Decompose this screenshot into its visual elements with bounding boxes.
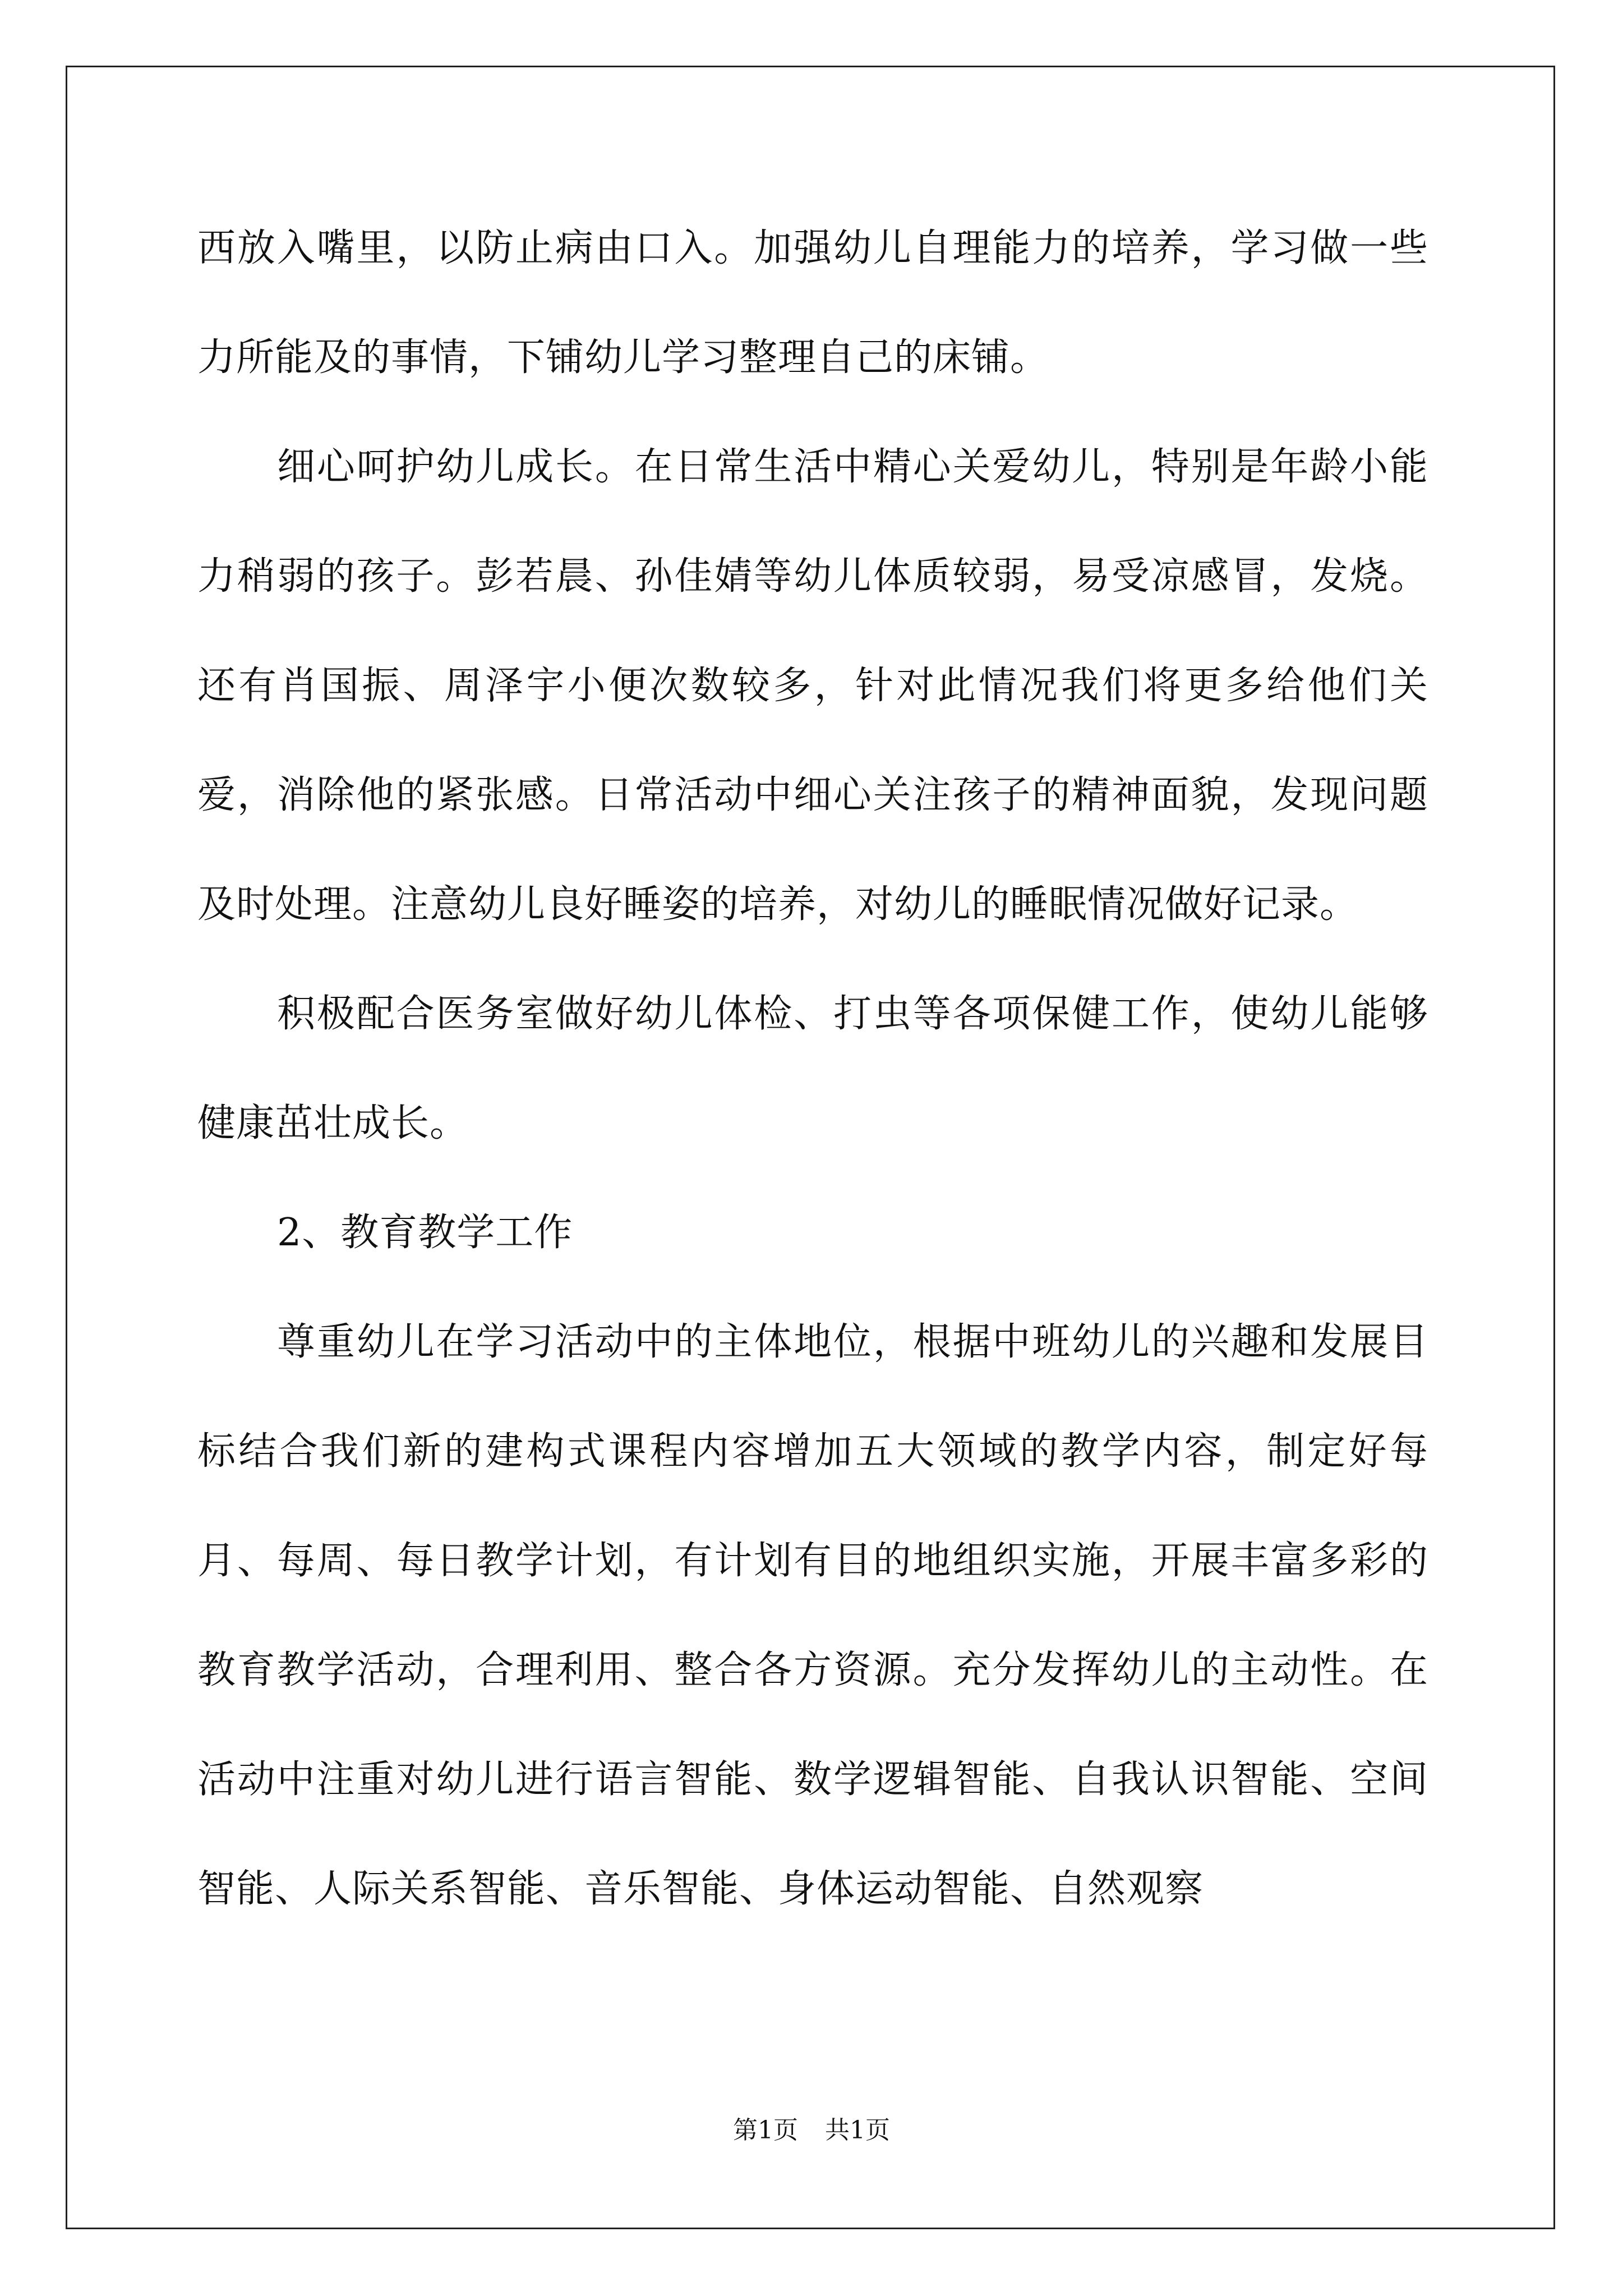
paragraph-health: 积极配合医务室做好幼儿体检、打虫等各项保健工作，使幼儿能够健康茁壮成长。 (197, 992, 1428, 1145)
paragraph-continued: 西放入嘴里，以防止病由口入。加强幼儿自理能力的培养，学习做一些力所能及的事情，下铺幼儿学习整理自己的床铺。 (197, 226, 1428, 380)
paragraph-care: 细心呵护幼儿成长。在日常生活中精心关爱幼儿，特别是年龄小能力稍弱的孩子。彭若晨、孙佳婧等幼儿体质较弱，易受凉感冒，发烧。还有肖国振、周泽宇小便次数较多，针对此情况我们将更多给他们关爱，消除他的紧张感。日常活动中细心关注孩子的精神面貌，发现问题及时处理。注意幼儿良好睡姿的培养，对幼儿的睡眠情况做好记录。 (197, 445, 1428, 927)
page-number: 第1页 (733, 2116, 798, 2145)
document-body (197, 194, 1428, 1944)
section-heading: 2、教育教学工作 (277, 1211, 573, 1255)
page-footer (0, 2114, 1623, 2147)
paragraph-teaching: 尊重幼儿在学习活动中的主体地位，根据中班幼儿的兴趣和发展目标结合我们新的建构式课程内容增加五大领域的教学内容，制定好每月、每周、每日教学计划，有计划有目的地组织实施，开展丰富多彩的教育教学活动，合理利用、整合各方资源。充分发挥幼儿的主动性。在活动中注重对幼儿进行语言智能、数学逻辑智能、自我认识智能、空间智能、人际关系智能、音乐智能、身体运动智能、自然观察 (197, 1320, 1428, 1911)
page-total: 共1页 (825, 2116, 890, 2145)
